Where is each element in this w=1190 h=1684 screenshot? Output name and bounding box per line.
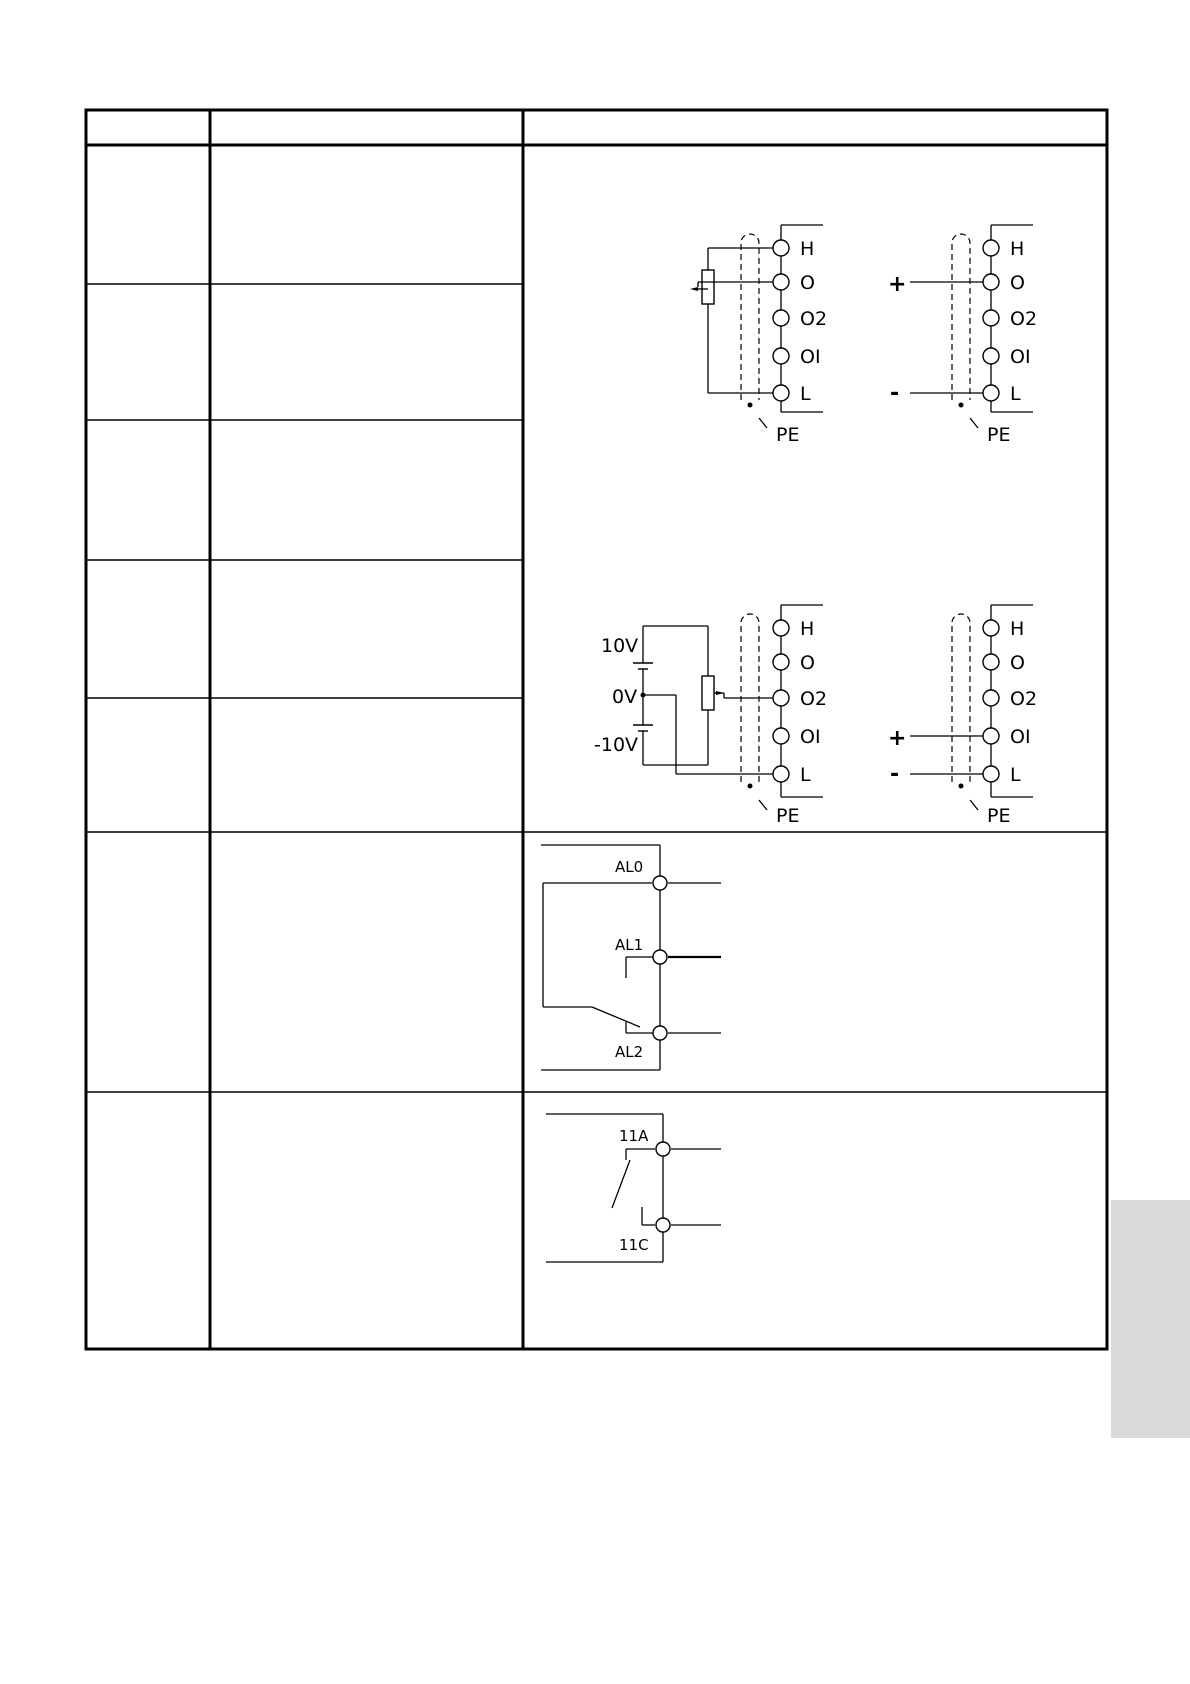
- terminal-o: [983, 654, 999, 670]
- terminal-label: AL2: [615, 1043, 644, 1061]
- terminal-11a: [656, 1142, 670, 1156]
- terminal-label: OI: [1010, 346, 1031, 368]
- shield-cable: [952, 614, 970, 782]
- terminal-label: H: [800, 238, 815, 260]
- terminal-o: [773, 654, 789, 670]
- terminal-label: O: [1010, 272, 1025, 294]
- terminal-l: [773, 385, 789, 401]
- terminal-h: [773, 240, 789, 256]
- diagram-current-to-oi: [888, 605, 1037, 827]
- terminal-label: O2: [800, 308, 828, 330]
- terminal-o2: [773, 310, 789, 326]
- potentiometer: [702, 270, 714, 304]
- terminal-h: [983, 620, 999, 636]
- supply-label-0v: 0V: [612, 686, 638, 708]
- plus-sign: +: [888, 726, 907, 751]
- terminal-label: O2: [800, 688, 828, 710]
- terminal-table-grid: [86, 110, 1107, 1349]
- potentiometer: [702, 676, 714, 710]
- terminal-oi: [773, 728, 789, 744]
- terminal-11c: [656, 1218, 670, 1232]
- section-side-tab: [1111, 1200, 1190, 1438]
- table-border: [86, 110, 1107, 1349]
- shield-label: PE: [987, 424, 1011, 446]
- terminal-label: 11A: [619, 1127, 649, 1145]
- terminal-label: H: [1010, 238, 1025, 260]
- shield-drain-dot: [748, 403, 753, 408]
- terminal-o: [983, 274, 999, 290]
- diagram-alarm-relay: [541, 845, 721, 1070]
- terminal-label: OI: [800, 726, 821, 748]
- diagram-pot-to-o: [690, 225, 827, 446]
- terminal-h: [983, 240, 999, 256]
- terminal-label: O2: [1010, 308, 1038, 330]
- shield-label: PE: [776, 805, 800, 827]
- terminal-h: [773, 620, 789, 636]
- terminal-label: OI: [800, 346, 821, 368]
- switch-contact-blade: [612, 1160, 630, 1208]
- diagram-bipolar-to-o2: [594, 605, 827, 827]
- wiper-arrow-icon: [690, 287, 698, 291]
- terminal-label: O: [800, 652, 815, 674]
- terminal-o2: [983, 310, 999, 326]
- plus-sign: +: [888, 272, 907, 297]
- terminal-l: [983, 385, 999, 401]
- supply-label-minus10v: -10V: [594, 734, 639, 756]
- shield-label: PE: [776, 424, 800, 446]
- minus-sign: -: [890, 762, 900, 787]
- terminal-label: L: [1010, 764, 1021, 786]
- diagram-output-11: [546, 1114, 721, 1262]
- terminal-label: L: [800, 383, 811, 405]
- terminal-oi: [983, 348, 999, 364]
- terminal-label: AL1: [615, 936, 644, 954]
- terminal-label: OI: [1010, 726, 1031, 748]
- terminal-al0: [653, 876, 667, 890]
- shield-cable: [741, 234, 759, 400]
- minus-sign: -: [890, 381, 900, 406]
- terminal-label: O: [1010, 652, 1025, 674]
- terminal-label: L: [1010, 383, 1021, 405]
- terminal-l: [983, 766, 999, 782]
- terminal-o: [773, 274, 789, 290]
- diagram-voltage-to-o: [888, 225, 1037, 446]
- supply-label-10v: 10V: [601, 635, 639, 657]
- terminal-o2: [773, 690, 789, 706]
- terminal-label: AL0: [615, 858, 644, 876]
- terminal-o2: [983, 690, 999, 706]
- terminal-label: 11C: [619, 1236, 649, 1254]
- terminal-oi: [983, 728, 999, 744]
- terminal-oi: [773, 348, 789, 364]
- shield-label: PE: [987, 805, 1011, 827]
- shield-drain-dot: [748, 784, 753, 789]
- relay-contact-blade: [592, 1007, 640, 1027]
- terminal-al1: [653, 950, 667, 964]
- shield-cable: [952, 234, 970, 400]
- terminal-l: [773, 766, 789, 782]
- shield-drain-dot: [959, 784, 964, 789]
- terminal-label: H: [1010, 618, 1025, 640]
- terminal-al2: [653, 1026, 667, 1040]
- terminal-label: O2: [1010, 688, 1038, 710]
- terminal-label: L: [800, 764, 811, 786]
- terminal-label: H: [800, 618, 815, 640]
- terminal-label: O: [800, 272, 815, 294]
- shield-drain-dot: [959, 403, 964, 408]
